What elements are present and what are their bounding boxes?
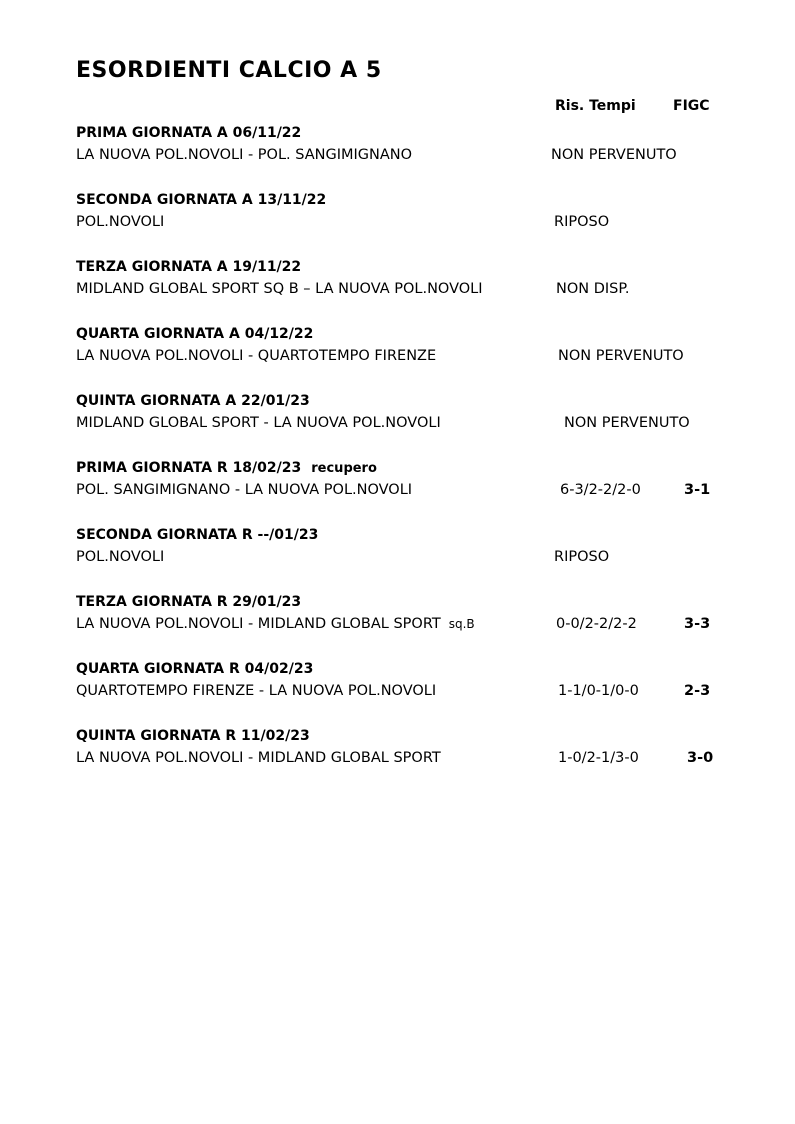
- round-heading: TERZA GIORNATA A 19/11/22: [76, 259, 302, 275]
- round-block: [76, 460, 756, 506]
- round-heading: PRIMA GIORNATA A 06/11/22: [76, 125, 302, 141]
- round-block: [76, 393, 756, 439]
- figc-score: 2-3: [684, 683, 711, 699]
- round-heading: TERZA GIORNATA R 29/01/23: [76, 594, 302, 610]
- round-block: [76, 527, 756, 573]
- match-teams: MIDLAND GLOBAL SPORT - LA NUOVA POL.NOVOLI: [76, 415, 441, 431]
- round-heading: QUARTA GIORNATA A 04/12/22: [76, 326, 314, 342]
- round-block: [76, 192, 756, 238]
- round-block: [76, 728, 756, 774]
- figc-score: 3-0: [687, 750, 714, 766]
- round-heading: PRIMA GIORNATA R 18/02/23 recupero: [76, 460, 377, 476]
- match-result: 6-3/2-2/2-0: [560, 482, 641, 498]
- match-teams: POL.NOVOLI: [76, 549, 165, 565]
- match-teams: LA NUOVA POL.NOVOLI - MIDLAND GLOBAL SPORT sq.B: [76, 616, 475, 632]
- match-teams: LA NUOVA POL.NOVOLI - QUARTOTEMPO FIRENZE: [76, 348, 437, 364]
- match-result: 1-1/0-1/0-0: [558, 683, 639, 699]
- round-heading: QUARTA GIORNATA R 04/02/23: [76, 661, 314, 677]
- round-note: recupero: [311, 461, 377, 476]
- round-heading: QUINTA GIORNATA A 22/01/23: [76, 393, 310, 409]
- figc-score: 3-3: [684, 616, 711, 632]
- match-result: 1-0/2-1/3-0: [558, 750, 639, 766]
- round-block: [76, 326, 756, 372]
- column-header-ris-tempi: Ris. Tempi: [555, 98, 636, 114]
- match-teams: LA NUOVA POL.NOVOLI - POL. SANGIMIGNANO: [76, 147, 413, 163]
- round-heading: SECONDA GIORNATA A 13/11/22: [76, 192, 327, 208]
- figc-score: 3-1: [684, 482, 711, 498]
- match-result: NON PERVENUTO: [551, 147, 677, 163]
- match-result: NON DISP.: [556, 281, 630, 297]
- round-block: [76, 661, 756, 707]
- column-header-figc: FIGC: [673, 98, 710, 114]
- match-result: 0-0/2-2/2-2: [556, 616, 637, 632]
- match-teams: LA NUOVA POL.NOVOLI - MIDLAND GLOBAL SPORT: [76, 750, 441, 766]
- match-note: sq.B: [448, 617, 475, 631]
- match-result: RIPOSO: [554, 549, 610, 565]
- round-block: [76, 594, 756, 640]
- match-result: NON PERVENUTO: [564, 415, 690, 431]
- match-result: RIPOSO: [554, 214, 610, 230]
- match-result: NON PERVENUTO: [558, 348, 684, 364]
- round-heading: QUINTA GIORNATA R 11/02/23: [76, 728, 310, 744]
- match-teams: QUARTOTEMPO FIRENZE - LA NUOVA POL.NOVOLI: [76, 683, 437, 699]
- match-teams: POL. SANGIMIGNANO - LA NUOVA POL.NOVOLI: [76, 482, 413, 498]
- match-teams: MIDLAND GLOBAL SPORT SQ B – LA NUOVA POL.NOVOLI: [76, 281, 483, 297]
- page-title: ESORDIENTI CALCIO A 5: [76, 58, 382, 83]
- round-heading: SECONDA GIORNATA R --/01/23: [76, 527, 319, 543]
- round-block: [76, 125, 756, 171]
- match-teams: POL.NOVOLI: [76, 214, 165, 230]
- round-block: [76, 259, 756, 305]
